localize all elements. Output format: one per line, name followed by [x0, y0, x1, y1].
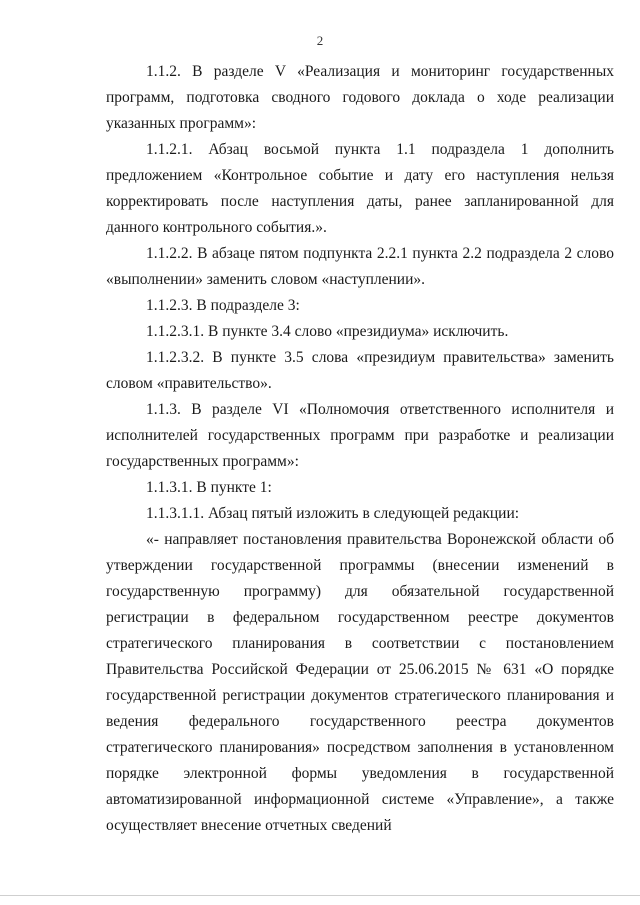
paragraph-1-1-2-3: 1.1.2.3. В подразделе 3:: [146, 297, 300, 314]
paragraph-1-1-2-1: 1.1.2.1. Абзац восьмой пункта 1.1 подраздела 1 дополнить предложением «Контрольное событие и дату его наступления нельзя корректировать после наступления даты, ранее запланированной для данного контрольного события.».: [106, 141, 614, 236]
paragraph-1-1-3-1: 1.1.3.1. В пункте 1:: [146, 479, 272, 496]
paragraph-1-1-2-3-2: 1.1.2.3.2. В пункте 3.5 слова «президиум правительства» заменить словом «правительство».: [106, 349, 614, 392]
paragraph-1-1-2-3-1: 1.1.2.3.1. В пункте 3.4 слово «президиума» исключить.: [146, 323, 509, 340]
paragraph-1-1-2-2: 1.1.2.2. В абзаце пятом подпункта 2.2.1 пункта 2.2 подраздела 2 слово «выполнении» заменить словом «наступлении».: [106, 245, 614, 288]
paragraph-1-1-2: 1.1.2. В разделе V «Реализация и мониторинг государственных программ, подготовка сводного годового доклада о ходе реализации указанных программ»:: [106, 63, 614, 132]
paragraph-1-1-3: 1.1.3. В разделе VI «Полномочия ответственного исполнителя и исполнителей государственных программ при разработке и реализации государственных программ»:: [106, 401, 614, 470]
document-body: [106, 59, 614, 839]
paragraph-quoted-text: «- направляет постановления правительства Воронежской области об утверждении государственной программы (внесении изменений в государственную программу) для обязательной государственной регистрации в федеральном государственном реестре документов стратегического планирования в соответствии с постановлением Правительства Российской Федерации от 25.06.2015 № 631 «О порядке государственной регистрации документов стратегического планирования и ведения федерального государственного реестра документов стратегического планирования» посредством заполнения в установленном порядке электронной формы уведомления в государственной автоматизированной информационной системе «Управление», а также осуществляет внесение отчетных сведений: [106, 531, 614, 834]
page-number: 2: [316, 33, 324, 48]
paragraph-1-1-3-1-1: 1.1.3.1.1. Абзац пятый изложить в следующей редакции:: [146, 505, 520, 522]
page-bottom-edge: [0, 895, 640, 896]
